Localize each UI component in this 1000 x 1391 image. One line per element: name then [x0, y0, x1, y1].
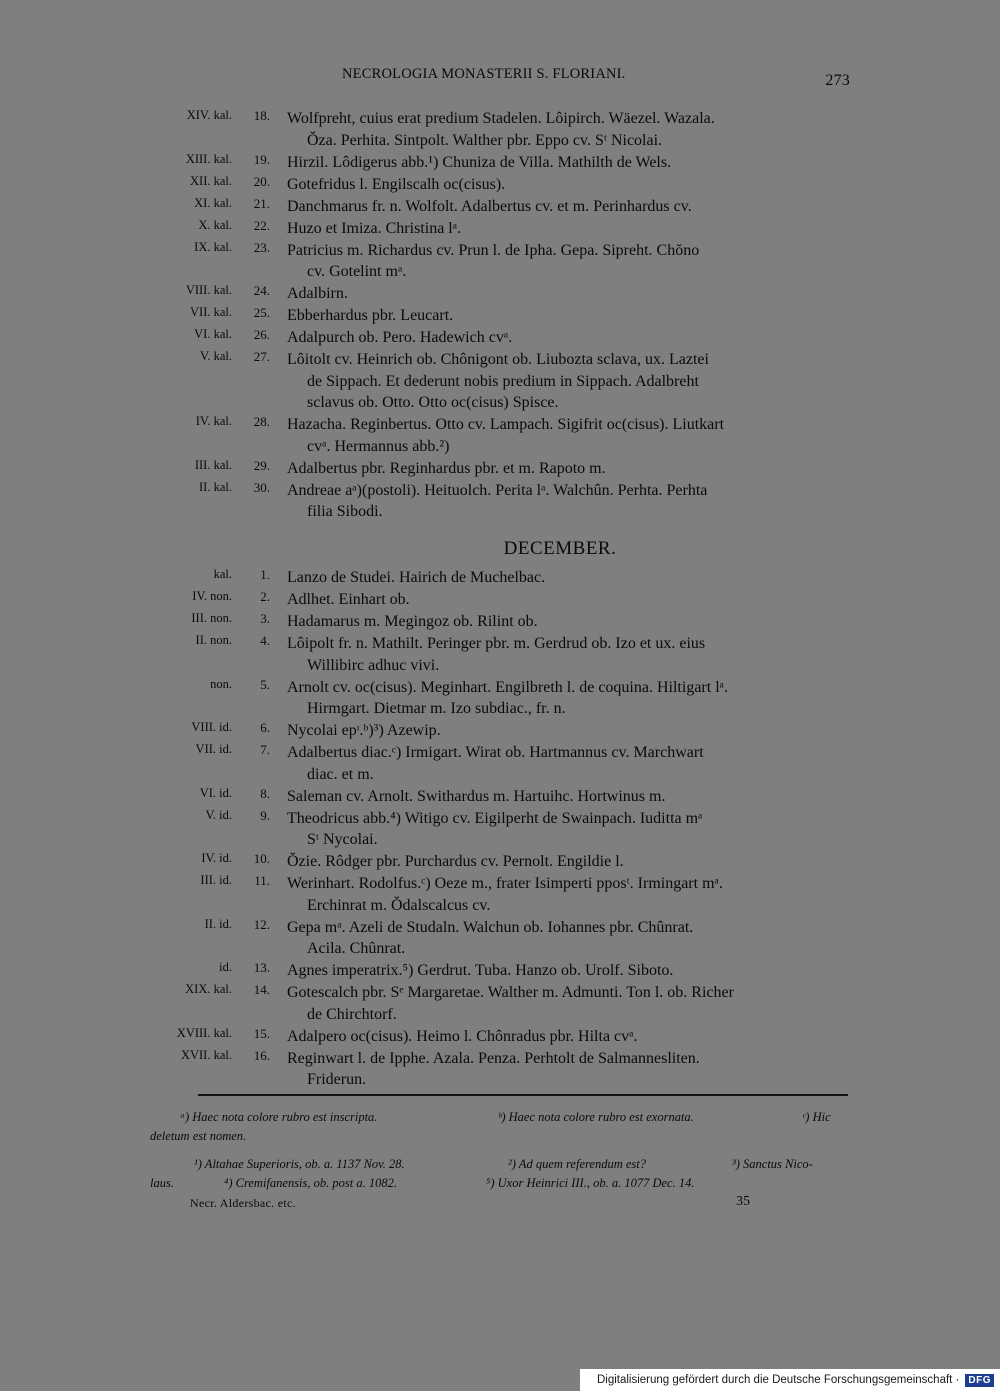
roman-date: id.: [219, 960, 232, 974]
necrology-entry: [0, 589, 1000, 611]
roman-date: III. kal.: [194, 457, 232, 472]
entry-line: Friderun.: [307, 1071, 367, 1088]
entry-line: Willibirc adhuc vivi.: [307, 656, 440, 674]
roman-date: IV. kal.: [195, 414, 232, 428]
entry-text: [287, 633, 853, 676]
day-number: 14.: [253, 982, 270, 997]
roman-date: XIX. kal.: [185, 982, 232, 996]
entry-line: Ŏza. Perhita. Sintpolt. Walther pbr. Eppo cv. Sᵗ Nicolai.: [307, 131, 663, 149]
roman-date: VIII. id.: [191, 720, 232, 734]
necrology-entry: [0, 196, 1000, 218]
roman-date: VII. id.: [195, 742, 232, 756]
entry-line: Nycolai epᶦ.ᵇ)³) Azewip.: [287, 722, 441, 739]
necrology-entry: [0, 327, 1000, 349]
necrology-entry: [0, 808, 1000, 852]
entry-text: [287, 414, 853, 457]
entry-line: Agnes imperatrix.⁵) Gerdrut. Tuba. Hanzo ob. Urolf. Siboto.: [287, 962, 674, 979]
necrology-entry: [0, 349, 1000, 414]
footnote-b: ᵇ) Haec nota colore rubro est exornata.: [498, 1110, 694, 1124]
entry-line: Adalpero oc(cisus). Heimo l. Chônradus pbr. Hilta cvᵃ.: [287, 1027, 638, 1045]
necrology-entry: [0, 720, 1000, 742]
signature-number: 35: [736, 1194, 750, 1209]
entry-line: Saleman cv. Arnolt. Swithardus m. Hartuihc. Hortwinus m.: [287, 787, 666, 805]
roman-date: IV. id.: [201, 851, 232, 865]
entry-line: Lanzo de Studei. Hairich de Muchelbac.: [287, 569, 546, 586]
day-number: 11.: [254, 873, 270, 888]
entry-text: [287, 589, 853, 611]
entry-line: Hazacha. Reginbertus. Otto cv. Lampach. Sigifrit oc(cisus). Liutkart: [287, 416, 725, 433]
entry-line: Gotefridus l. Engilscalh oc(cisus).: [287, 175, 506, 193]
footnote-a: ᵃ) Haec nota colore rubro est inscripta.: [180, 1110, 378, 1124]
entry-text: [287, 742, 853, 785]
entry-text: [287, 808, 853, 851]
month-heading: DECEMBER.: [503, 538, 617, 559]
day-number: 15.: [253, 1025, 270, 1041]
entry-line: filia Sibodi.: [307, 503, 383, 520]
entry-text: [287, 458, 853, 480]
entry-line: Erchinrat m. Ŏdalscalcus cv.: [307, 896, 491, 914]
day-number: 9.: [260, 807, 270, 823]
entry-line: Acila. Chûnrat.: [307, 940, 406, 957]
entry-text: [287, 611, 853, 633]
necrology-entry: [0, 917, 1000, 961]
entry-text: [287, 174, 853, 196]
entry-text: [287, 1048, 853, 1091]
day-number: 30.: [253, 479, 270, 495]
entry-text: [287, 677, 853, 720]
day-number: 2.: [260, 589, 270, 604]
entry-text: [287, 196, 853, 218]
entry-text: [287, 917, 853, 960]
entry-line: Huzo et Imiza. Christina lᵃ.: [287, 219, 462, 237]
day-number: 6.: [260, 720, 270, 735]
roman-date: XVII. kal.: [180, 1047, 232, 1062]
necrology-entry: [0, 960, 1000, 982]
day-number: 4.: [260, 633, 270, 648]
footnote-c-end: deletum est nomen.: [150, 1129, 247, 1143]
entry-line: de Sippach. Et dederunt nobis predium in Sippach. Adalbreht: [307, 372, 699, 390]
roman-date: II. kal.: [199, 479, 232, 494]
day-number: 27.: [253, 349, 270, 364]
necrology-entry: [0, 982, 1000, 1026]
november-section: [0, 108, 1000, 523]
day-number: 3.: [260, 611, 270, 626]
page-number: 273: [825, 72, 850, 89]
entry-line: Wolfpreht, cuius erat predium Stadelen. Lôipirch. Wäezel. Wazala.: [287, 110, 715, 127]
roman-date: kal.: [213, 567, 232, 581]
roman-date: XI. kal.: [194, 195, 232, 210]
roman-date: VII. kal.: [190, 305, 232, 319]
footnote-2: ²) Ad quem referendum est?: [508, 1157, 646, 1171]
entry-text: [287, 1026, 853, 1048]
entry-line: Adalbertus diac.ᶜ) Irmigart. Wirat ob. Hartmannus cv. Marchwart: [287, 744, 704, 761]
entry-text: [287, 720, 853, 742]
entry-line: Reginwart l. de Ipphe. Azala. Penza. Perhtolt de Salmannesliten.: [287, 1049, 700, 1067]
entry-line: Lôitolt cv. Heinrich ob. Chônigont ob. Liubozta sclava, ux. Laztei: [287, 351, 709, 368]
entry-line: Arnolt cv. oc(cisus). Meginhart. Engilbreth l. de coquina. Hiltigart lᵃ.: [287, 678, 729, 696]
roman-date: III. non.: [191, 611, 232, 625]
entry-line: Hirmgart. Dietmar m. Izo subdiac., fr. n.: [307, 700, 566, 717]
necrology-entry: [0, 152, 1000, 174]
entry-line: Ŏzie. Rôdger pbr. Purchardus cv. Pernolt. Engildie l.: [287, 853, 624, 870]
roman-date: VIII. kal.: [185, 283, 232, 297]
footnote-1: ¹) Altahae Superioris, ob. a. 1137 Nov. 28.: [194, 1157, 405, 1171]
necrology-entry: [0, 174, 1000, 196]
roman-date: II. id.: [204, 916, 232, 931]
roman-date: IX. kal.: [194, 239, 232, 254]
necrology-entry: [0, 240, 1000, 284]
entry-text: [287, 283, 853, 305]
necrology-entry: [0, 786, 1000, 808]
roman-date: XIV. kal.: [186, 108, 232, 122]
footnotes: [150, 1108, 850, 1193]
entry-line: diac. et m.: [307, 765, 374, 783]
entry-line: Adlhet. Einhart ob.: [287, 591, 410, 608]
day-number: 8.: [260, 785, 270, 801]
roman-date: non.: [210, 676, 232, 691]
entry-text: [287, 851, 853, 873]
december-section: [0, 567, 1000, 1091]
necrology-entry: [0, 742, 1000, 786]
necrology-entry: [0, 458, 1000, 480]
necrology-entry: [0, 480, 1000, 524]
entry-line: Werinhart. Rodolfus.ᶜ) Oeze m., frater Isimperti pposᵗ. Irmingart mᵃ.: [287, 875, 723, 892]
necrology-entry: [0, 677, 1000, 721]
entry-text: [287, 152, 853, 174]
entry-line: Lôipolt fr. n. Mathilt. Peringer pbr. m. Gerdrud ob. Izo et ux. eius: [287, 635, 706, 652]
footnote-rule: [198, 1094, 848, 1096]
roman-date: XVIII. kal.: [176, 1025, 232, 1040]
necrology-entry: [0, 283, 1000, 305]
roman-date: III. id.: [200, 873, 232, 887]
day-number: 5.: [260, 676, 270, 692]
signature-mark: Necr. Aldersbac. etc.: [190, 1196, 296, 1210]
day-number: 19.: [253, 151, 270, 167]
entry-text: [287, 873, 853, 916]
day-number: 24.: [253, 283, 270, 298]
entry-line: cvᵃ. Hermannus abb.²): [307, 437, 450, 455]
entry-line: sclavus ob. Otto. Otto oc(cisus) Spisce.: [307, 394, 559, 411]
day-number: 1.: [260, 567, 270, 582]
footnote-5: ⁵) Uxor Heinrici III., ob. a. 1077 Dec. 14.: [486, 1176, 695, 1190]
entry-line: Patricius m. Richardus cv. Prun l. de Ipha. Gepa. Sipreht. Chŏno: [287, 241, 700, 259]
roman-date: V. kal.: [199, 349, 232, 363]
entry-text: [287, 786, 853, 808]
footnote-c-start: ᶜ) Hic: [802, 1110, 831, 1124]
roman-date: IV. non.: [192, 589, 232, 603]
entry-text: [287, 327, 853, 349]
day-number: 25.: [253, 305, 270, 320]
entry-line: Adalpurch ob. Pero. Hadewich cvᵃ.: [287, 329, 513, 346]
necrology-entry: [0, 414, 1000, 458]
entry-line: Gepa mᵃ. Azeli de Studaln. Walchun ob. Iohannes pbr. Chûnrat.: [287, 918, 694, 936]
entry-text: [287, 982, 853, 1025]
day-number: 23.: [253, 239, 270, 255]
day-number: 22.: [253, 217, 270, 233]
entry-line: de Chirchtorf.: [307, 1005, 397, 1023]
footnote-3-start: ³) Sanctus Nico-: [732, 1157, 813, 1171]
necrology-entry: [0, 873, 1000, 917]
necrology-entry: [0, 305, 1000, 327]
day-number: 7.: [260, 742, 270, 757]
day-number: 12.: [253, 916, 270, 932]
footnote-3-end: laus.: [150, 1176, 174, 1190]
necrology-entry: [0, 633, 1000, 677]
necrology-entries: [0, 108, 1000, 1091]
entry-text: [287, 567, 853, 589]
entry-text: [287, 240, 853, 283]
necrology-entry: [0, 611, 1000, 633]
day-number: 29.: [253, 457, 270, 473]
necrology-entry: [0, 1048, 1000, 1092]
necrology-entry: [0, 851, 1000, 873]
roman-date: XII. kal.: [190, 173, 232, 188]
entry-line: Adalbertus pbr. Reginhardus pbr. et m. Rapoto m.: [287, 459, 606, 477]
entry-text: [287, 108, 853, 151]
roman-date: II. non.: [195, 633, 232, 647]
entry-line: Danchmarus fr. n. Wolfolt. Adalbertus cv. et m. Perinhardus cv.: [287, 197, 692, 215]
entry-text: [287, 960, 853, 982]
running-title: NECROLOGIA MONASTERII S. FLORIANI.: [342, 66, 626, 82]
day-number: 18.: [253, 108, 270, 123]
funding-note: Digitalisierung gefördert durch die Deutsche Forschungsgemeinschaft ·: [596, 1374, 960, 1386]
roman-date: VI. id.: [199, 785, 232, 800]
roman-date: XIII. kal.: [185, 151, 232, 166]
necrology-entry: [0, 108, 1000, 152]
entry-line: Ebberhardus pbr. Leucart.: [287, 307, 454, 324]
footnote-4: ⁴) Cremifanensis, ob. post a. 1082.: [224, 1176, 397, 1190]
day-number: 21.: [253, 195, 270, 211]
entry-text: [287, 218, 853, 240]
necrology-entry: [0, 1026, 1000, 1048]
entry-text: [287, 349, 853, 414]
necrology-entry: [0, 218, 1000, 240]
necrology-entry: [0, 567, 1000, 589]
day-number: 10.: [253, 851, 270, 866]
entry-line: Hadamarus m. Megingoz ob. Rilint ob.: [287, 613, 538, 630]
dfg-logo-icon: DFG: [965, 1374, 994, 1387]
day-number: 26.: [253, 327, 270, 342]
day-number: 13.: [253, 960, 270, 975]
entry-line: cv. Gotelint mᵃ.: [307, 263, 407, 280]
day-number: 20.: [253, 173, 270, 189]
entry-line: Adalbirn.: [287, 285, 348, 302]
roman-date: X. kal.: [198, 217, 232, 232]
roman-date: VI. kal.: [194, 327, 232, 341]
day-number: 28.: [253, 414, 270, 429]
entry-line: Sᵗ Nycolai.: [307, 831, 378, 848]
roman-date: V. id.: [205, 807, 232, 822]
entry-text: [287, 305, 853, 327]
entry-line: Theodricus abb.⁴) Witigo cv. Eigilperht de Swainpach. Iuditta mᵃ: [287, 809, 703, 827]
funding-bar: [580, 1369, 1000, 1391]
entry-line: Gotescalch pbr. Sᵉ Margaretae. Walther m. Admunti. Ton l. ob. Richer: [287, 984, 734, 1001]
entry-line: Hirzil. Lôdigerus abb.¹) Chuniza de Villa. Mathilth de Wels.: [287, 153, 672, 171]
day-number: 16.: [253, 1047, 270, 1063]
entry-text: [287, 480, 853, 523]
entry-line: Andreae aᵃ)(postoli). Heituolch. Perita lᵃ. Walchûn. Perhta. Perhta: [287, 481, 708, 499]
